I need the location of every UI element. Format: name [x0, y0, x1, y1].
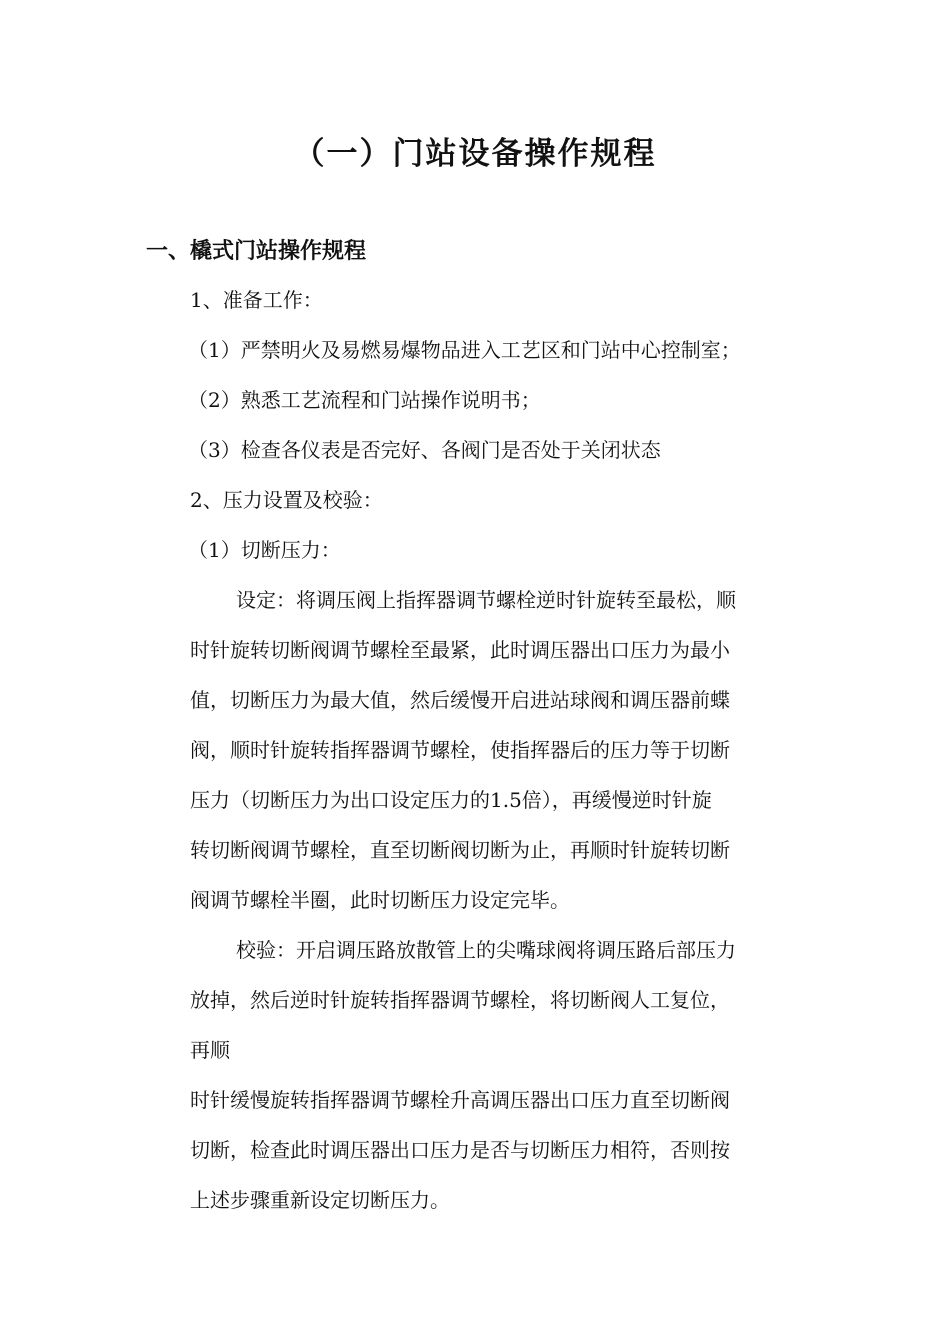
check-line: 放掉，然后逆时针旋转指挥器调节螺栓，将切断阀人工复位，: [190, 988, 730, 1012]
prep-item-3: （3）检查各仪表是否完好、各阀门是否处于关闭状态: [188, 438, 661, 462]
setting-line: 阀调节螺栓半圈，此时切断压力设定完毕。: [190, 888, 570, 912]
setting-line: 压力（切断压力为出口设定压力的1.5倍），再缓慢逆时针旋: [190, 788, 712, 812]
cutoff-pressure-item: （1）切断压力：: [188, 538, 341, 562]
setting-line: 设定：将调压阀上指挥器调节螺栓逆时针旋转至最松，顺: [236, 588, 736, 612]
setting-line: 阀，顺时针旋转指挥器调节螺栓，使指挥器后的压力等于切断: [190, 738, 730, 762]
check-line: 再顺: [190, 1038, 230, 1062]
check-line: 切断，检查此时调压器出口压力是否与切断压力相符，否则按: [190, 1138, 730, 1162]
check-line: 校验：开启调压路放散管上的尖嘴球阀将调压路后部压力: [236, 938, 736, 962]
prep-item-2: （2）熟悉工艺流程和门站操作说明书；: [188, 388, 541, 412]
setting-line: 时针旋转切断阀调节螺栓至最紧，此时调压器出口压力为最小: [190, 638, 730, 662]
setting-line: 转切断阀调节螺栓，直至切断阀切断为止，再顺时针旋转切断: [190, 838, 730, 862]
page-title: （一）门站设备操作规程: [293, 136, 657, 172]
prep-item-1: （1）严禁明火及易燃易爆物品进入工艺区和门站中心控制室；: [188, 338, 741, 362]
setting-line: 值，切断压力为最大值，然后缓慢开启进站球阀和调压器前蝶: [190, 688, 730, 712]
section-heading: 一、橇式门站操作规程: [146, 239, 367, 264]
check-line: 时针缓慢旋转指挥器调节螺栓升高调压器出口压力直至切断阀: [190, 1088, 730, 1112]
pressure-label: 2、压力设置及校验：: [190, 488, 383, 512]
prep-label: 1、准备工作：: [190, 288, 323, 312]
check-line: 上述步骤重新设定切断压力。: [190, 1188, 450, 1212]
